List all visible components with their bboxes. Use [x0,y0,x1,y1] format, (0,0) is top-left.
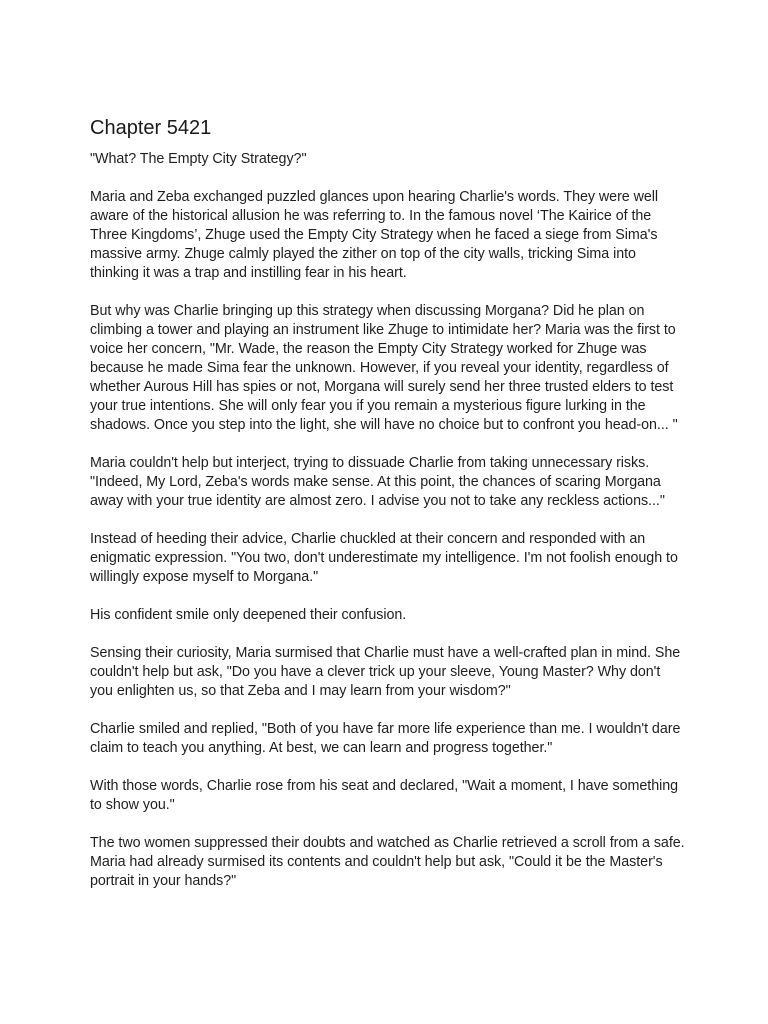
paragraph: But why was Charlie bringing up this strategy when discussing Morgana? Did he plan on climbing a tower and playing an instrument like Zhuge to intimidate her? Maria was the first to voice her concern, "Mr. Wade, the reason the Empty City Strategy worked for Zhuge was because he made Sima fear the unknown. However, if you reveal your identity, regardless of whether Aurous Hill has spies or not, Morgana will surely send her three trusted elders to test your true intentions. She will only fear you if you remain a mysterious figure lurking in the shadows. Once you step into the light, she will have no choice but to confront you head-on... " [90,303,678,433]
paragraph: Instead of heeding their advice, Charlie chuckled at their concern and responded with an enigmatic expression. "You two, don't underestimate my intelligence. I'm not foolish enough to willingly expose myself to Morgana." [90,531,678,585]
paragraph: Charlie smiled and replied, "Both of you have far more life experience than me. I wouldn't dare claim to teach you anything. At best, we can learn and progress together." [90,721,681,756]
document-page [90,114,686,910]
paragraph: Sensing their curiosity, Maria surmised that Charlie must have a well-crafted plan in mind. She couldn't help but ask, "Do you have a clever trick up your sleeve, Young Master? Why don't you enlighten us, so that Zeba and I may learn from your wisdom?" [90,645,681,699]
paragraph: With those words, Charlie rose from his seat and declared, "Wait a moment, I have something to show you." [90,778,679,813]
paragraph: Maria couldn't help but interject, trying to dissuade Charlie from taking unnecessary risks. "Indeed, My Lord, Zeba's words make sense. At this point, the chances of scaring Morgana away with your true identity are almost zero. I advise you not to take any reckless actions..." [90,455,665,509]
chapter-title: Chapter 5421 [90,117,212,139]
paragraph: "What? The Empty City Strategy?" [90,151,307,167]
paragraph: His confident smile only deepened their confusion. [90,607,407,623]
paragraph: The two women suppressed their doubts and watched as Charlie retrieved a scroll from a safe. Maria had already surmised its contents and couldn't help but ask, "Could it be the Master's portrait in your hands?" [90,835,685,889]
paragraph: Maria and Zeba exchanged puzzled glances upon hearing Charlie's words. They were well aware of the historical allusion he was referring to. In the famous novel ‘The Kairice of the Three Kingdoms’, Zhuge used the Empty City Strategy when he faced a siege from Sima's massive army. Zhuge calmly played the zither on top of the city walls, tricking Sima into thinking it was a trap and instilling fear in his heart. [90,189,659,281]
